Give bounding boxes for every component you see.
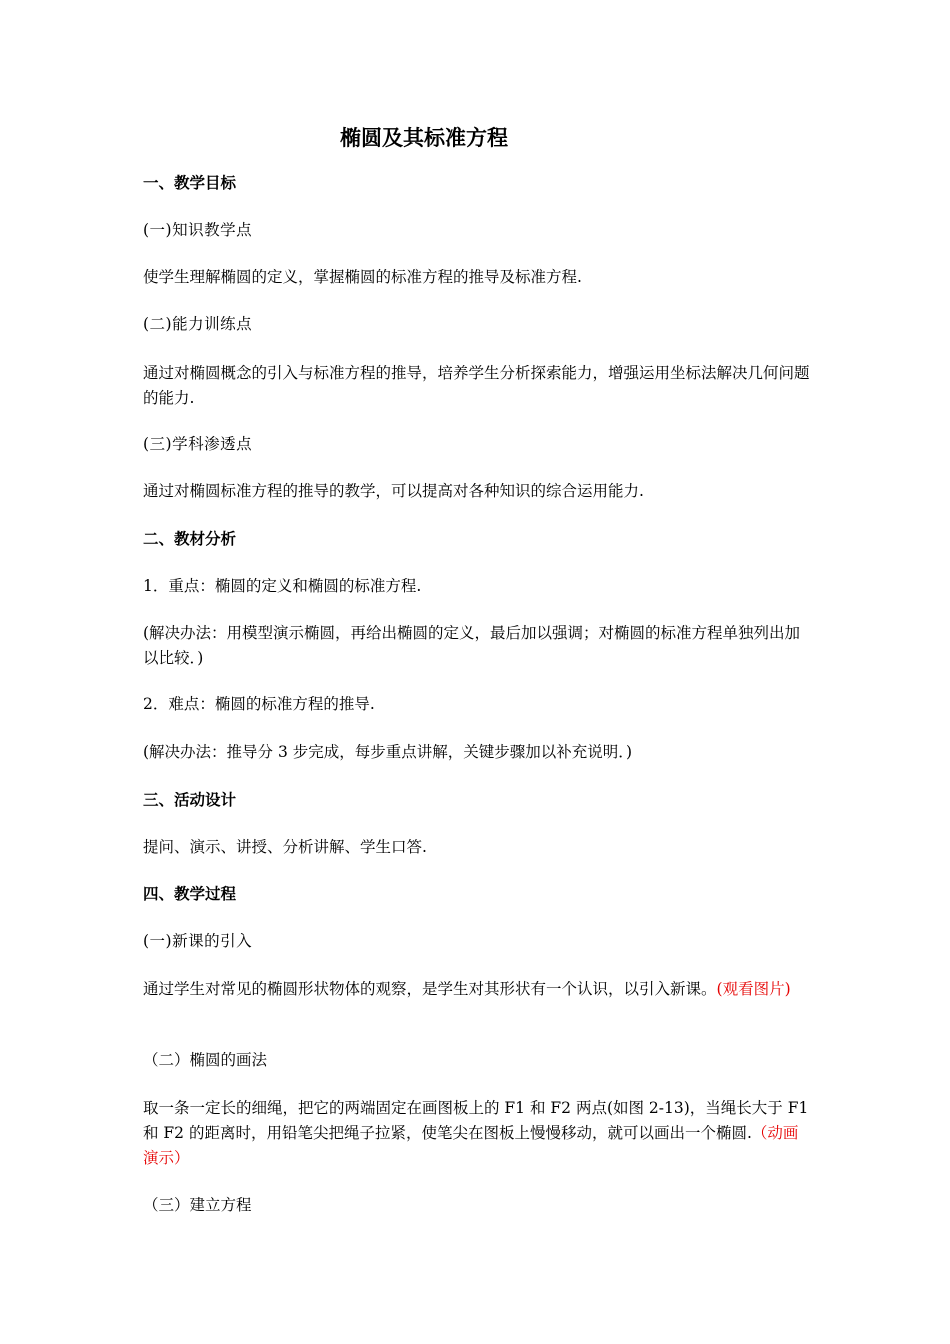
paragraph-intro (143, 977, 811, 1002)
paragraph-activity: 提问、演示、讲授、分析讲解、学生口答. (143, 838, 427, 856)
paragraph-key-point: 1．重点：椭圆的定义和椭圆的标准方程. (143, 577, 422, 595)
subheading-new-lesson-intro: (一)新课的引入 (143, 932, 253, 950)
section-heading-activity-design: 三、活动设计 (143, 791, 237, 809)
intro-red-note: (观看图片) (716, 980, 791, 998)
paragraph-ability: 通过对椭圆概念的引入与标准方程的推导，培养学生分析探索能力，增强运用坐标法解决几何问题的能力. (143, 364, 810, 407)
subheading-knowledge-points: (一)知识教学点 (143, 221, 253, 239)
section-heading-material-analysis: 二、教材分析 (143, 530, 237, 548)
subheading-ellipse-drawing: （二）椭圆的画法 (143, 1051, 268, 1069)
paragraph-difficult-point: 2．难点：椭圆的标准方程的推导. (143, 695, 375, 713)
subheading-discipline-points: (三)学科渗透点 (143, 435, 253, 453)
paragraph-discipline: 通过对椭圆标准方程的推导的教学，可以提高对各种知识的综合运用能力. (143, 482, 644, 500)
paragraph-key-solution: (解决办法：用模型演示椭圆，再给出椭圆的定义，最后加以强调；对椭圆的标准方程单独列出加以比较．) (143, 624, 801, 667)
paragraph-drawing (143, 1096, 811, 1171)
section-heading-teaching-goals: 一、教学目标 (143, 174, 237, 192)
subheading-ability-points: (二)能力训练点 (143, 315, 253, 333)
drawing-text: 取一条一定长的细绳，把它的两端固定在画图板上的 F1 和 F2 两点(如图 2-13)，当绳长大于 F1 和 F2 的距离时，用铅笔尖把绳子拉紧，使笔尖在图板上慢慢移动，就可以画出一个椭圆. (143, 1099, 809, 1142)
document-title: 椭圆及其标准方程 (340, 126, 508, 150)
paragraph-difficult-solution: (解决办法：推导分 3 步完成，每步重点讲解，关键步骤加以补充说明．) (143, 743, 633, 761)
section-heading-teaching-process: 四、教学过程 (143, 885, 237, 903)
paragraph-knowledge: 使学生理解椭圆的定义，掌握椭圆的标准方程的推导及标准方程. (143, 268, 582, 286)
subheading-establish-equation: （三）建立方程 (143, 1196, 252, 1214)
intro-text: 通过学生对常见的椭圆形状物体的观察，是学生对其形状有一个认识，以引入新课。 (143, 980, 717, 998)
drawing-red-note: （动画演示） (143, 1124, 799, 1167)
